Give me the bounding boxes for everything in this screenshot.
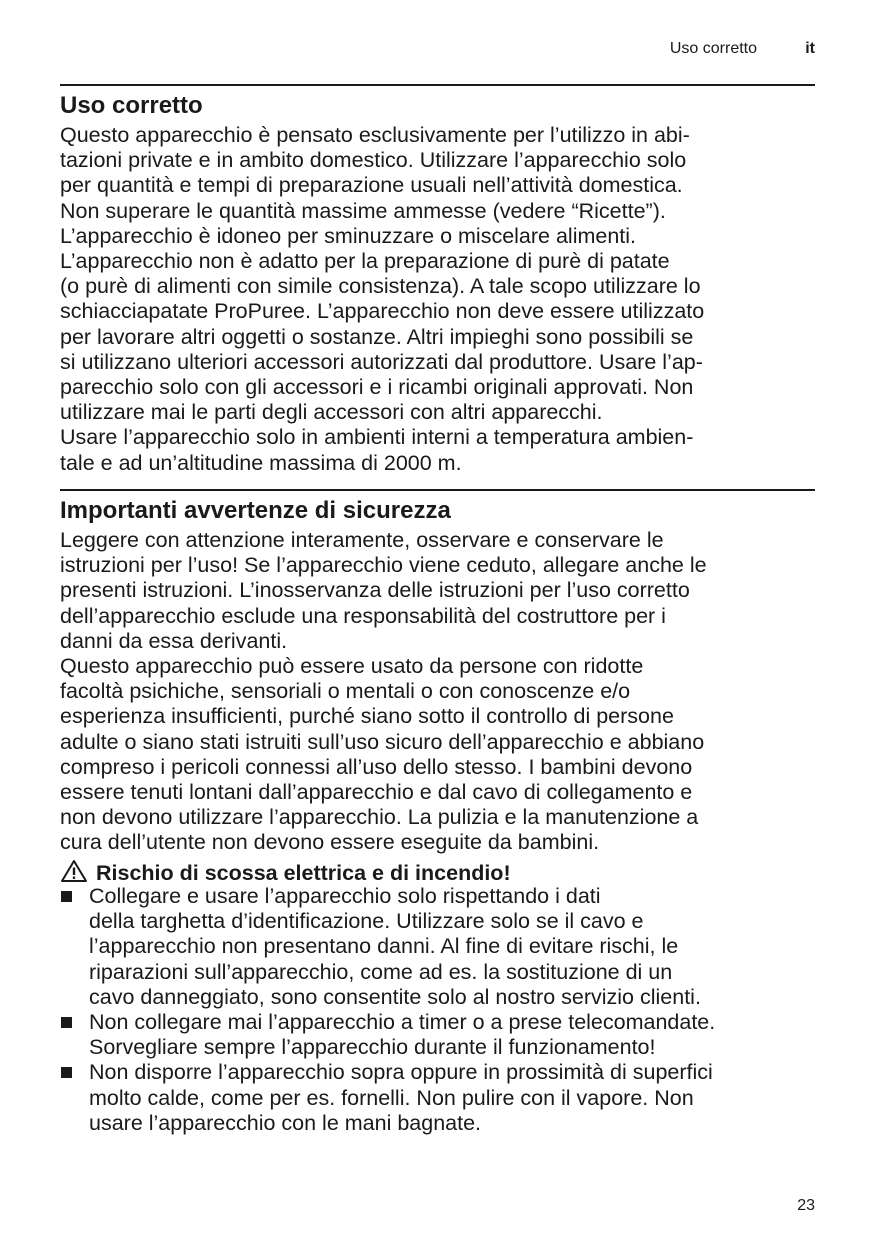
text-line: danni da essa derivanti. [60,628,288,653]
text-line: L’apparecchio è idoneo per sminuzzare o miscelare alimenti. [60,223,637,248]
bullet-square-icon [61,1017,72,1028]
section-divider [60,84,815,86]
text-line: istruzioni per l’uso! Se l’apparecchio viene ceduto, allegare anche le [60,553,707,578]
text-line: esperienza insufficienti, purché siano sotto il controllo di persone [60,704,674,729]
header-section-title: Uso corretto [669,40,757,57]
text-line: Questo apparecchio può essere usato da persone con ridotte [60,654,644,679]
warning-triangle-icon [60,859,88,883]
text-line: si utilizzano ulteriori accessori autorizzati dal produttore. Usare l’ap- [60,349,703,374]
text-line: usare l’apparecchio con le mani bagnate. [89,1110,482,1135]
list-item [60,1060,818,1136]
text-line: facoltà psichiche, sensoriali o mentali o con conoscenze e/o [60,679,631,704]
section-body-avvertenze [60,528,818,856]
text-line: Non collegare mai l’apparecchio a timer o a prese telecomandate. [89,1010,716,1035]
text-line: cavo danneggiato, sono consentite solo al nostro servizio clienti. [89,984,701,1009]
text-line: tazioni private e in ambito domestico. Utilizzare l’apparecchio solo [60,148,687,173]
warning-list [60,884,818,1136]
text-line: Non disporre l’apparecchio sopra oppure in prossimità di superfici [89,1060,713,1085]
section-title-avvertenze: Importanti avvertenze di sicurezza [60,497,451,524]
text-line: presenti istruzioni. L’inosservanza delle istruzioni per l’uso corretto [60,578,690,603]
text-line: riparazioni sull’apparecchio, come ad es. la sostituzione di un [89,959,673,984]
warning-heading [60,859,815,886]
section-body-uso-corretto [60,123,818,476]
list-item [60,1010,818,1060]
text-line: Sorvegliare sempre l’apparecchio durante il funzionamento! [89,1035,656,1060]
text-line: per lavorare altri oggetti o sostanze. Altri impieghi sono possibili se [60,324,694,349]
text-line: l’apparecchio non presentano danni. Al fine di evitare rischi, le [89,934,679,959]
text-line: L’apparecchio non è adatto per la preparazione di purè di patate [60,249,670,274]
section-title-uso-corretto: Uso corretto [60,92,203,119]
text-line: essere tenuti lontani dall’apparecchio e dal cavo di collegamento e [60,780,693,805]
text-line: schiacciapatate ProPuree. L’apparecchio non deve essere utilizzato [60,299,705,324]
header-language-code: it [805,40,815,57]
text-line: compreso i pericoli connessi all’uso dello stesso. I bambini devono [60,754,693,779]
text-line: Usare l’apparecchio solo in ambienti interni a temperatura ambien- [60,425,694,450]
text-line: adulte o siano stati istruiti sull’uso sicuro dell’apparecchio e abbiano [60,729,705,754]
list-item [60,884,818,1010]
text-line: Leggere con attenzione interamente, osservare e conservare le [60,528,664,552]
text-line: della targhetta d’identificazione. Utilizzare solo se il cavo e [89,909,644,934]
section-divider [60,489,815,491]
text-line: cura dell’utente non devono essere eseguite da bambini. [60,830,600,855]
text-line: tale e ad un’altitudine massima di 2000 m. [60,450,462,475]
text-line: per quantità e tempi di preparazione usuali nell’attività domestica. [60,173,683,198]
text-line: Questo apparecchio è pensato esclusivamente per l’utilizzo in abi- [60,123,690,147]
bullet-square-icon [61,1067,72,1078]
text-line: parecchio solo con gli accessori e i ricambi originali approvati. Non [60,375,694,400]
text-line: (o purè di alimenti con simile consistenza). A tale scopo utilizzare lo [60,274,701,299]
text-line: dell’apparecchio esclude una responsabilità del costruttore per i [60,603,666,628]
warning-title: Rischio di scossa elettrica e di incendio! [96,861,511,885]
text-line: Collegare e usare l’apparecchio solo rispettando i dati [89,884,601,908]
text-line: Non superare le quantità massime ammesse (vedere “Ricette”). [60,198,666,223]
page-number: 23 [797,1197,815,1214]
text-line: utilizzare mai le parti degli accessori con altri apparecchi. [60,400,603,425]
text-line: molto calde, come per es. fornelli. Non pulire con il vapore. Non [89,1085,694,1110]
bullet-square-icon [61,891,72,902]
text-line: non devono utilizzare l’apparecchio. La pulizia e la manutenzione a [60,805,699,830]
page-header [60,40,815,62]
